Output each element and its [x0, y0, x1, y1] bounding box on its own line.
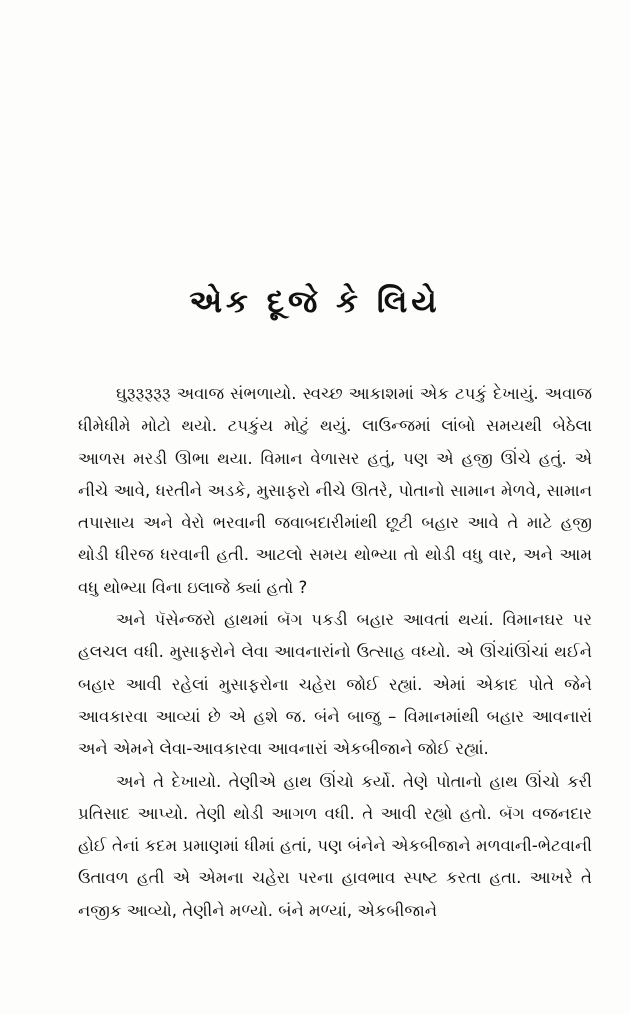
- paragraph-2: અને પૅસેન્જરો હાથમાં બૅગ પકડી બહાર આવતાં થયાં. વિમાનઘર પર હલચલ વધી. મુસાફરોને લેવા આવનારાંનો ઉત્સાહ વધ્યો. એ ઊંચાંઊંચાં થઈને બહાર આવી રહેલાં મુસાફરોના ચહેરા જોઈ રહ્યાં. એમાં એકાદ પોતે જેને આવકારવા આવ્યાં છે એ હશે જ. બંને બાજુ – વિમાનમાંથી બહાર આવનારાં અને એમને લેવા-આવકારવા આવનારાં એકબીજાને જોઈ રહ્યાં.: [78, 610, 592, 759]
- chapter-body: [78, 378, 592, 927]
- paragraph-1: ઘુરૂરૂરૂરૂરૂ અવાજ સંભળાયો. સ્વચ્છ આકાશમાં એક ટપકું દેખાયું. અવાજ ધીમેધીમે મોટો થયો. ટપકુંય મોટું થયું. લાઉન્જમાં લાંબો સમયથી બેઠેલા આળસ મરડી ઊભા થયા. વિમાન વેળાસર હતું, પણ એ હજી ઊંચે હતું. એ નીચે આવે, ધરતીને અડકે, મુસાફરો નીચે ઊતરે, પોતાનો સામાન મેળવે, સામાન તપાસાય અને વેરો ભરવાની જવાબદારીમાંથી છૂટી બહાર આવે તે માટે હજી થોડી ધીરજ ધરવાની હતી. આટલો સમય થોભ્યા તો થોડી વધુ વાર, અને આમ વધુ થોભ્યા વિના ઇલાજે ક્યાં હતો ?: [78, 384, 592, 597]
- paragraph-3: અને તે દેખાયો. તેણીએ હાથ ઊંચો કર્યો. તેણે પોતાનો હાથ ઊંચો કરી પ્રતિસાદ આપ્યો. તેણી થોડી આગળ વધી. તે આવી રહ્યો હતો. બૅગ વજનદાર હોઈ તેનાં કદમ પ્રમાણમાં ધીમાં હતાં, પણ બંનેને એકબીજાને મળવાની-ભેટવાની ઉતાવળ હતી એ એમના ચહેરા પરના હાવભાવ સ્પષ્ટ કરતા હતા. આખરે તે નજીક આવ્યો, તેણીને મળ્યો. બંને મળ્યાં, એકબીજાને: [78, 771, 592, 920]
- chapter-title: એક દૂજે કે લિયે: [189, 284, 441, 320]
